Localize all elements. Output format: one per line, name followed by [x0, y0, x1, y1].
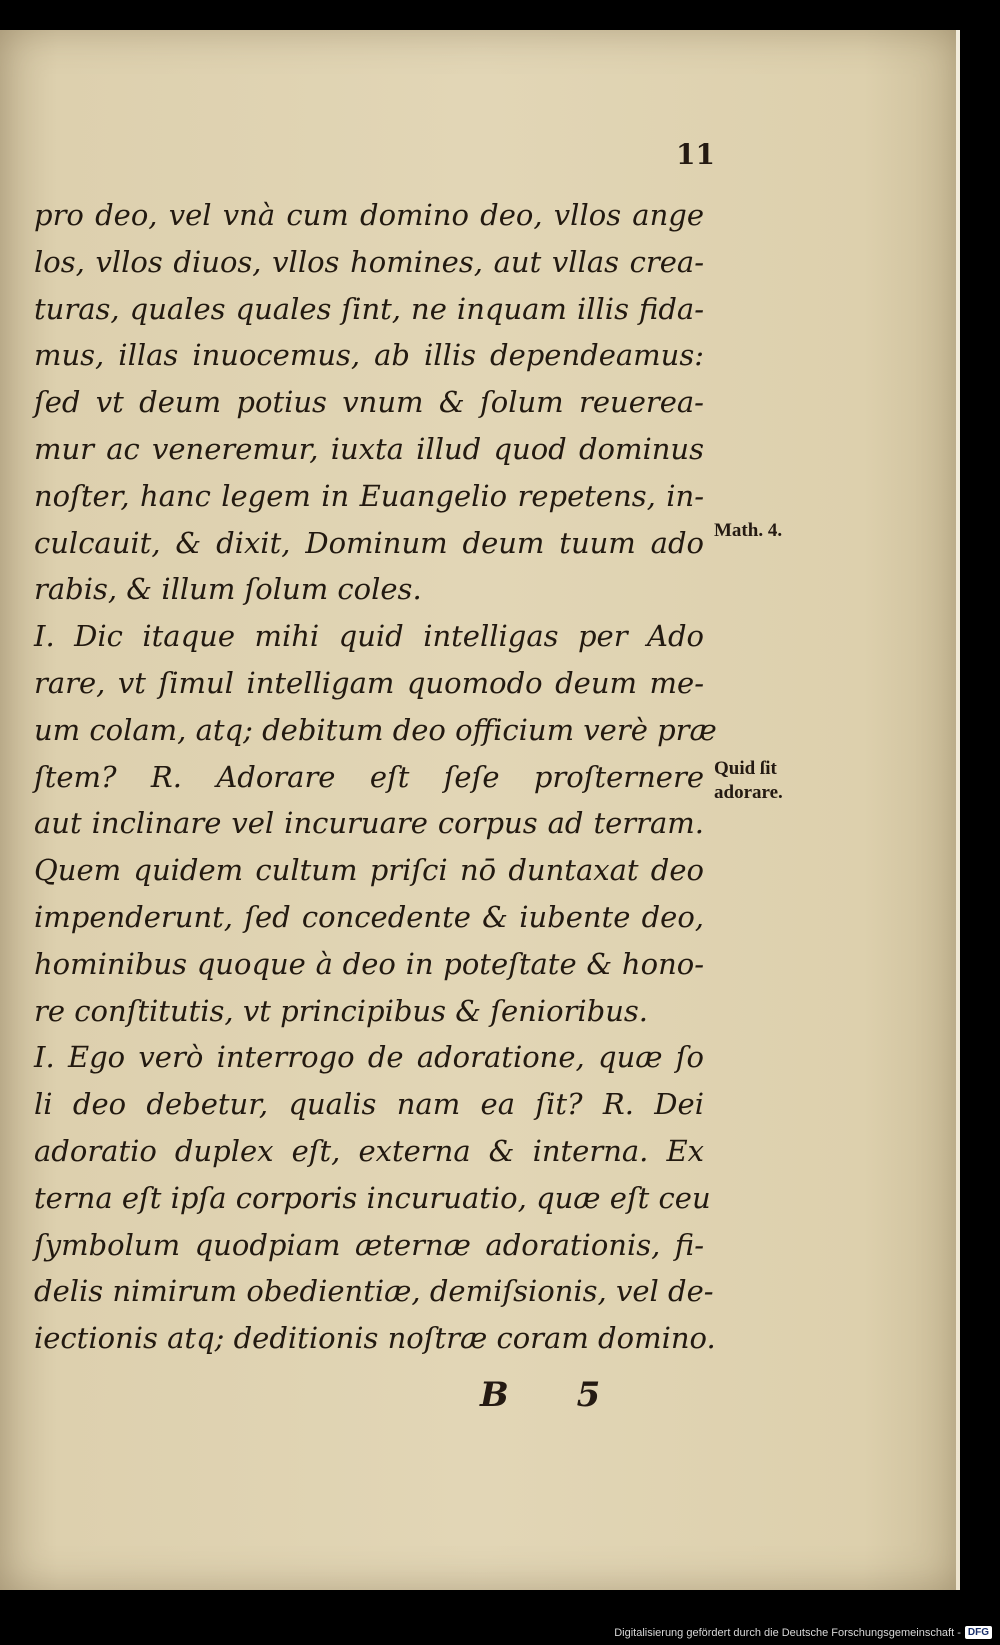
text-line: turas, quales quales ſint, ne inquam illis fida-	[34, 291, 704, 326]
footer-credit	[614, 1626, 992, 1639]
text-line: I. Ego verò interrogo de adoratione, quæ ſo	[34, 1040, 704, 1075]
signature-mark: B 5	[480, 1375, 629, 1415]
text-line: adoratio duplex eſt, externa & interna. Ex	[34, 1133, 704, 1168]
text-line: iectionis atq; deditionis noſtræ coram domino.	[34, 1321, 716, 1356]
margin-note-heading: Quid ſit	[714, 758, 777, 779]
text-line: ſymbolum quodpiam æternæ adorationis, fi-	[34, 1227, 704, 1262]
body-text	[34, 192, 717, 1362]
text-line: noſter, hanc legem in Euangelio repetens, in-	[34, 478, 704, 513]
text-line: I. Dic itaque mihi quid intelligas per Ado	[34, 619, 704, 654]
text-line: mur ac veneremur, iuxta illud quod dominus	[34, 431, 704, 466]
text-line: ſtem? R. Adorare eſt ſeſe proſternere	[34, 759, 704, 794]
page-number: 11	[676, 138, 715, 171]
text-line: re conſtitutis, vt principibus & ſenioribus.	[34, 993, 649, 1028]
text-line: delis nimirum obedientiæ, demiſsionis, vel de-	[34, 1274, 714, 1309]
text-line: aut inclinare vel incuruare corpus ad terram.	[34, 806, 704, 841]
margin-note-reference: Math. 4.	[714, 520, 783, 541]
text-line: impenderunt, ſed concedente & iubente deo,	[34, 899, 704, 934]
text-line: hominibus quoque à deo in poteſtate & hono-	[34, 946, 704, 981]
text-line: culcauit, & dixit, Dominum deum tuum ado	[34, 525, 704, 560]
text-line: um colam, atq; debitum deo officium verè præ	[34, 712, 717, 747]
book-page	[0, 30, 960, 1590]
text-line: los, vllos diuos, vllos homines, aut vllas crea-	[34, 244, 704, 279]
text-line: mus, illas inuocemus, ab illis dependeamus:	[34, 338, 704, 373]
text-line: terna eſt ipſa corporis incuruatio, quæ eſt ceu	[34, 1180, 711, 1215]
text-line: ſed vt deum potius vnum & ſolum reuerea-	[34, 385, 704, 420]
text-line: rare, vt ſimul intelligam quomodo deum me-	[34, 665, 704, 700]
margin-note-heading: adorare.	[714, 782, 783, 803]
text-line: pro deo, vel vnà cum domino deo, vllos ange	[34, 198, 704, 232]
dfg-logo: DFG	[965, 1626, 992, 1639]
text-line: li deo debetur, qualis nam ea ſit? R. Dei	[34, 1087, 704, 1122]
text-line: Quem quidem cultum priſci nō duntaxat deo	[34, 853, 704, 888]
text-line: rabis, & illum ſolum coles.	[34, 572, 422, 607]
credit-text: Digitalisierung gefördert durch die Deutsche Forschungsgemeinschaft -	[614, 1626, 961, 1639]
